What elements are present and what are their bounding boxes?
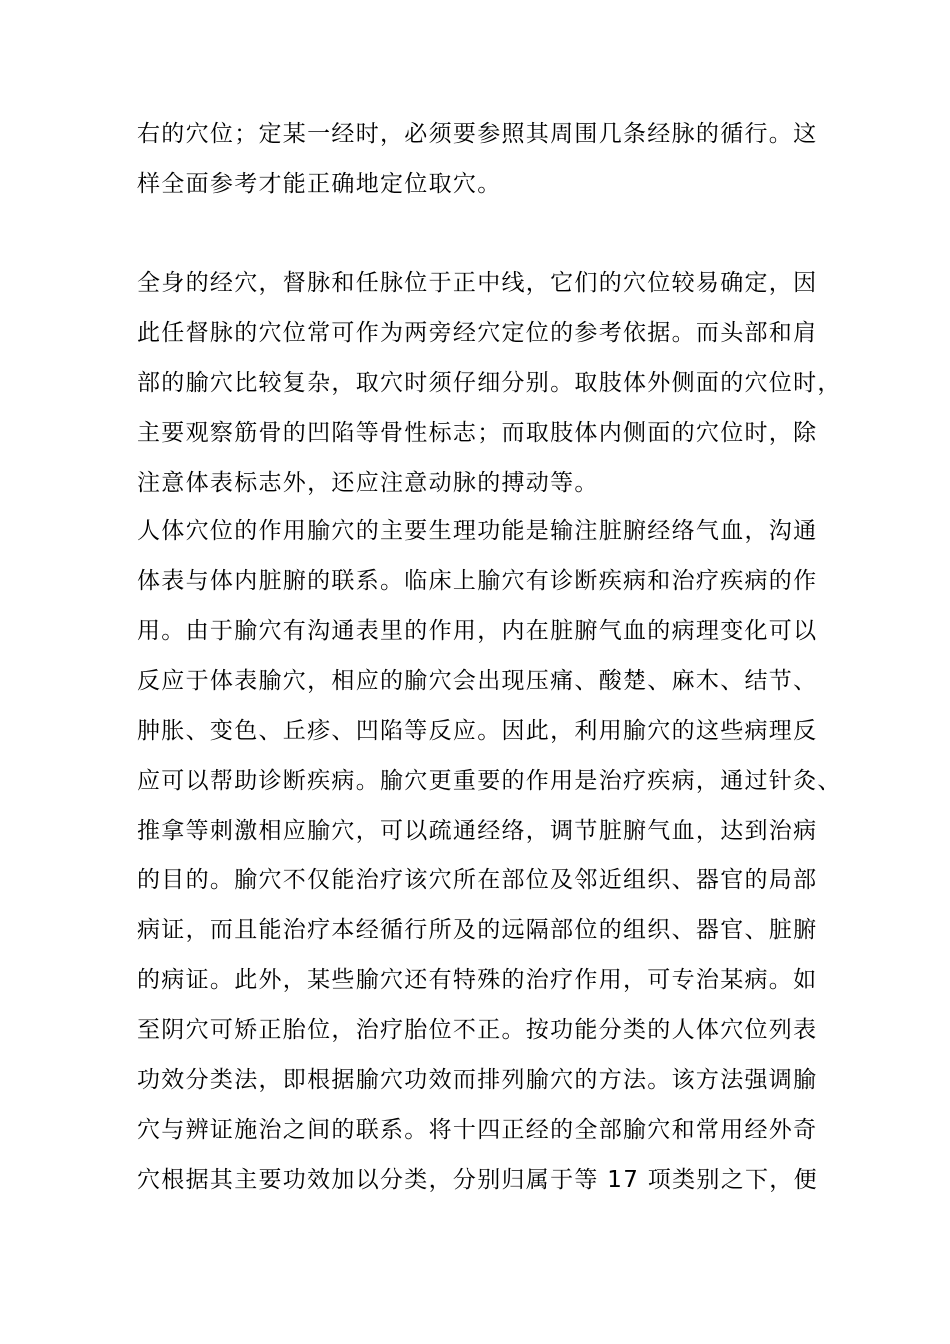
text-line: 人体穴位的作用腧穴的主要生理功能是输注脏腑经络气血，沟通 (137, 518, 818, 544)
text-line: 部的腧穴比较复杂，取穴时须仔细分别。取肢体外侧面的穴位时， (137, 370, 842, 396)
text-line: 注意体表标志外，还应注意动脉的搏动等。 (137, 470, 599, 496)
text-line: 反应于体表腧穴，相应的腧穴会出现压痛、酸楚、麻木、结节、 (137, 668, 818, 694)
text-line: 应可以帮助诊断疾病。腧穴更重要的作用是治疗疾病，通过针灸、 (137, 768, 842, 794)
text-line: 体表与体内脏腑的联系。临床上腧穴有诊断疾病和治疗疾病的作 (137, 568, 818, 594)
text-line: 用。由于腧穴有沟通表里的作用，内在脏腑气血的病理变化可以 (137, 618, 818, 644)
text-line: 肿胀、变色、丘疹、凹陷等反应。因此，利用腧穴的这些病理反 (137, 718, 818, 744)
text-line: 至阴穴可矫正胎位，治疗胎位不正。按功能分类的人体穴位列表 (137, 1017, 818, 1043)
text-line: 的目的。腧穴不仅能治疗该穴所在部位及邻近组织、器官的局部 (137, 867, 818, 893)
text-line: 的病证。此外，某些腧穴还有特殊的治疗作用，可专治某病。如 (137, 967, 818, 993)
text-line: 功效分类法，即根据腧穴功效而排列腧穴的方法。该方法强调腧 (137, 1067, 818, 1093)
text-line: 推拿等刺激相应腧穴，可以疏通经络，调节脏腑气血，达到治病 (137, 818, 818, 844)
text-line: 病证，而且能治疗本经循行所及的远隔部位的组织、器官、脏腑 (137, 917, 818, 943)
text-line: 全身的经穴，督脉和任脉位于正中线，它们的穴位较易确定，因 (137, 270, 818, 296)
text-line: 穴根据其主要功效加以分类，分别归属于等 17 项类别之下，便 (137, 1167, 818, 1193)
text-line: 样全面参考才能正确地定位取穴。 (137, 171, 502, 197)
text-line: 穴与辨证施治之间的联系。将十四正经的全部腧穴和常用经外奇 (137, 1117, 818, 1143)
text-line: 右的穴位；定某一经时，必须要参照其周围几条经脉的循行。这 (137, 121, 818, 147)
text-line: 此任督脉的穴位常可作为两旁经穴定位的参考依据。而头部和肩 (137, 320, 818, 346)
text-line: 主要观察筋骨的凹陷等骨性标志；而取肢体内侧面的穴位时，除 (137, 420, 818, 446)
